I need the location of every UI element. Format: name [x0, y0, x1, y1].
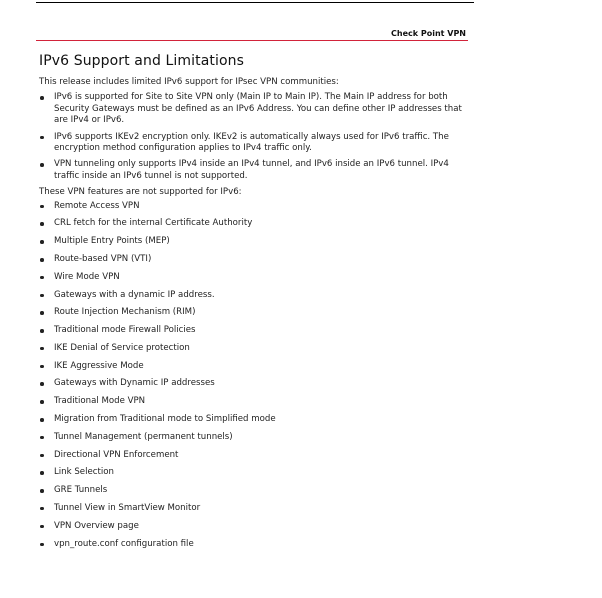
- bullet-icon: [40, 436, 44, 440]
- list-item-text: IPv6 is supported for Site to Site VPN only (Main IP to Main IP). The Main IP address for both Security Gateways must be defined as an IPv6 Address. You can define other IP addresses that are IPv4 or IPv6.: [54, 92, 462, 126]
- bullet-icon: [40, 507, 44, 511]
- list-item-text: Tunnel Management (permanent tunnels): [54, 431, 233, 442]
- list-item: [39, 432, 469, 443]
- list-item-text: IPv6 supports IKEv2 encryption only. IKEv2 is automatically always used for IPv6 traffic. The encryption method configuration applies to IPv4 traffic only.: [54, 131, 449, 154]
- list-item-text: Tunnel View in SmartView Monitor: [54, 502, 201, 513]
- list-item: [39, 272, 469, 283]
- list-item: [39, 159, 469, 182]
- bullet-icon: [40, 276, 44, 280]
- bullet-icon: [40, 471, 44, 475]
- bullet-icon: [40, 400, 44, 404]
- list-item: [39, 325, 469, 336]
- bullet-icon: [40, 136, 44, 140]
- list-item-text: Route-based VPN (VTI): [54, 254, 152, 264]
- bullet-icon: [40, 329, 44, 333]
- header-divider: [36, 40, 468, 41]
- list-item: [39, 290, 469, 301]
- list-item: [39, 539, 469, 550]
- top-rule: [36, 2, 474, 3]
- intro-paragraph: This release includes limited IPv6 support for IPsec VPN communities:: [39, 77, 339, 87]
- list-item-text: VPN tunneling only supports IPv4 inside an IPv4 tunnel, and IPv6 inside an IPv6 tunnel. IPv4 traffic inside an IPv6 tunnel is not supported.: [54, 159, 449, 181]
- support-list: [39, 92, 469, 182]
- list-item-text: Traditional Mode VPN: [54, 396, 146, 407]
- list-item: [39, 343, 469, 354]
- bullet-icon: [40, 222, 44, 226]
- bullet-icon: [40, 418, 44, 422]
- list-item-text: Remote Access VPN: [54, 200, 140, 211]
- bullet-icon: [40, 240, 44, 244]
- list-item-text: VPN Overview page: [54, 520, 139, 531]
- list-item: [39, 254, 469, 265]
- list-item: [39, 201, 469, 212]
- page-content: [39, 53, 469, 556]
- list-item: [39, 236, 469, 247]
- bullet-icon: [40, 525, 44, 529]
- bullet-icon: [40, 543, 44, 547]
- list-item: [39, 450, 469, 461]
- bullet-icon: [40, 294, 44, 298]
- bullet-icon: [40, 258, 44, 262]
- list-item-text: Gateways with Dynamic IP addresses: [54, 378, 215, 389]
- list-item-text: Directional VPN Enforcement: [54, 449, 179, 460]
- unsupported-intro: These VPN features are not supported for IPv6:: [39, 187, 242, 198]
- list-item-text: GRE Tunnels: [54, 485, 108, 496]
- list-item: [39, 218, 469, 229]
- bullet-icon: [40, 347, 44, 351]
- list-item: [39, 396, 469, 407]
- bullet-icon: [40, 205, 44, 209]
- list-item-text: Wire Mode VPN: [54, 271, 120, 282]
- list-item-text: IKE Aggressive Mode: [54, 360, 144, 371]
- list-item: [39, 92, 469, 126]
- bullet-icon: [40, 489, 44, 493]
- bullet-icon: [40, 96, 44, 100]
- list-item-text: CRL fetch for the internal Certificate Authority: [54, 218, 253, 229]
- bullet-icon: [40, 382, 44, 386]
- list-item-text: Multiple Entry Points (MEP): [54, 236, 170, 247]
- list-item: [39, 521, 469, 532]
- list-item: [39, 307, 469, 318]
- list-item-text: Route Injection Mechanism (RIM): [54, 307, 196, 318]
- list-item: [39, 467, 469, 478]
- list-item-text: Migration from Traditional mode to Simplified mode: [54, 414, 276, 425]
- list-item-text: vpn_route.conf configuration file: [54, 538, 194, 549]
- list-item-text: Traditional mode Firewall Policies: [54, 325, 196, 336]
- bullet-icon: [40, 365, 44, 369]
- list-item: [39, 378, 469, 389]
- bullet-icon: [40, 163, 44, 167]
- list-item-text: IKE Denial of Service protection: [54, 342, 190, 353]
- list-item-text: Gateways with a dynamic IP address.: [54, 289, 215, 300]
- list-item: [39, 414, 469, 425]
- list-item: [39, 361, 469, 372]
- section-title: IPv6 Support and Limitations: [39, 53, 244, 69]
- bullet-icon: [40, 311, 44, 315]
- list-item: [39, 485, 469, 496]
- list-item: [39, 503, 469, 514]
- bullet-icon: [40, 454, 44, 458]
- running-header: Check Point VPN: [391, 29, 466, 38]
- unsupported-list: [39, 201, 469, 550]
- list-item: [39, 132, 469, 155]
- list-item-text: Link Selection: [54, 467, 114, 478]
